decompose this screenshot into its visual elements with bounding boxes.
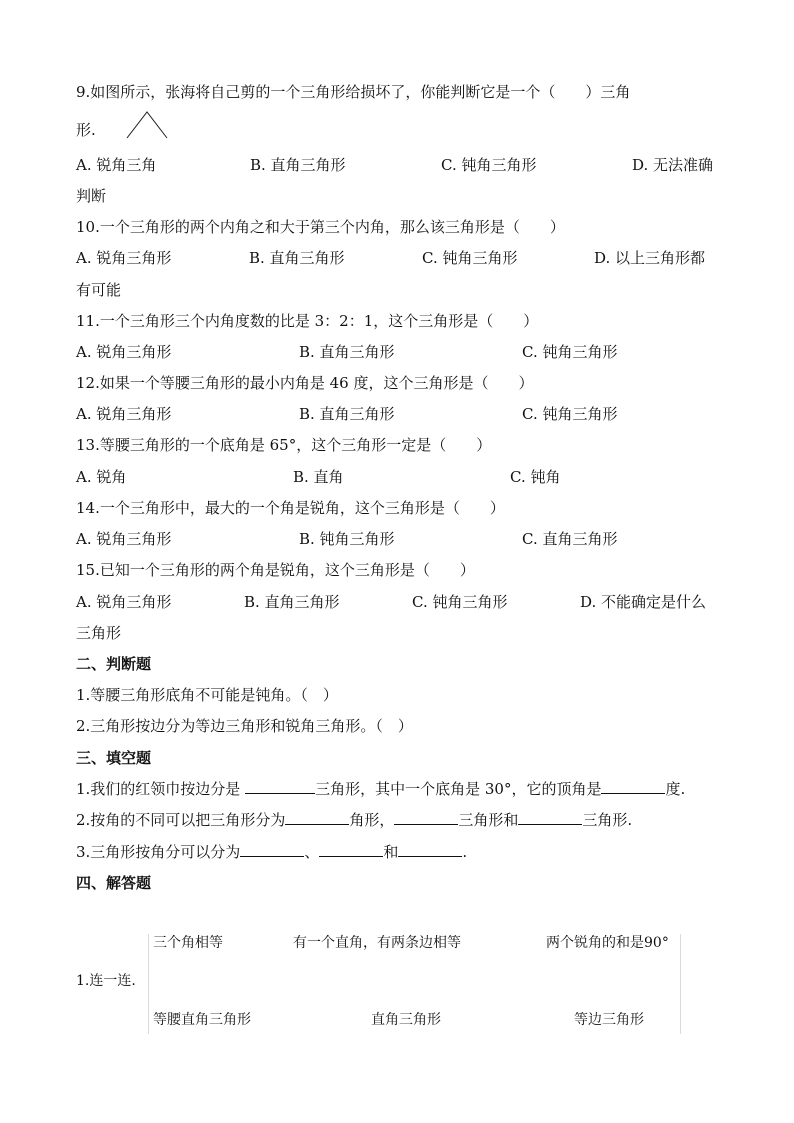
connect-top-2[interactable]: 有一个直角，有两条边相等	[293, 935, 461, 951]
q12-option-c: C. 钝角三角形	[522, 405, 618, 423]
section-3-title: 三、填空题	[76, 749, 152, 767]
question-9-cont: 形.	[76, 121, 96, 139]
table-border-left	[148, 934, 149, 1034]
question-9-text: 9.如图所示，张海将自己剪的一个三角形给损坏了，你能判断它是一个（ ）三角	[76, 83, 631, 101]
fill-blank[interactable]	[285, 810, 349, 825]
connect-top-3[interactable]: 两个锐角的和是90°	[546, 935, 669, 951]
fill-item-1	[76, 779, 685, 799]
fill-item-3	[76, 842, 467, 862]
q14-option-b: B. 钝角三角形	[299, 530, 395, 548]
fill-2-part-d: 三角形.	[582, 811, 633, 829]
connect-bottom-1[interactable]: 等腰直角三角形	[153, 1012, 251, 1028]
q10-option-a: A. 锐角三角形	[76, 249, 172, 267]
q12-option-a: A. 锐角三角形	[76, 405, 172, 423]
fill-1-part-b: 三角形，其中一个底角是 30°，它的顶角是	[315, 780, 602, 798]
connect-bottom-2[interactable]: 直角三角形	[371, 1012, 441, 1028]
question-13-text: 13.等腰三角形的一个底角是 65°，这个三角形一定是（ ）	[76, 436, 492, 454]
connect-top-1[interactable]: 三个角相等	[153, 935, 223, 951]
q11-option-b: B. 直角三角形	[299, 343, 395, 361]
q13-option-a: A. 锐角	[76, 468, 127, 486]
judge-item-1: 1.等腰三角形底角不可能是钝角。（ ）	[76, 686, 338, 704]
question-12-text: 12.如果一个等腰三角形的最小内角是 46 度，这个三角形是（ ）	[76, 374, 534, 392]
q9-option-d-wrap: 判断	[76, 187, 107, 205]
judge-item-2: 2.三角形按边分为等边三角形和锐角三角形。（ ）	[76, 717, 413, 735]
table-border-right	[680, 934, 681, 1034]
fill-blank[interactable]	[245, 779, 315, 794]
fill-1-part-c: 度.	[665, 780, 686, 798]
fill-1-part-a: 1.我们的红领巾按边分是	[76, 780, 246, 798]
section-2-title: 二、判断题	[76, 655, 152, 673]
fill-blank[interactable]	[601, 779, 665, 794]
q12-option-b: B. 直角三角形	[299, 405, 395, 423]
question-14-text: 14.一个三角形中，最大的一个角是锐角，这个三角形是（ ）	[76, 499, 505, 517]
question-15-text: 15.已知一个三角形的两个角是锐角，这个三角形是（ ）	[76, 561, 475, 579]
fill-2-part-b: 角形，	[349, 811, 395, 829]
q15-option-d-wrap: 三角形	[76, 624, 122, 642]
q15-option-b: B. 直角三角形	[244, 593, 340, 611]
q14-option-a: A. 锐角三角形	[76, 530, 172, 548]
fill-blank[interactable]	[394, 810, 458, 825]
fill-blank[interactable]	[518, 810, 582, 825]
broken-triangle-figure	[126, 110, 170, 140]
q10-option-c: C. 钝角三角形	[422, 249, 518, 267]
fill-item-2	[76, 810, 632, 830]
q11-option-a: A. 锐角三角形	[76, 343, 172, 361]
fill-2-part-c: 三角形和	[458, 811, 519, 829]
fill-3-part-d: .	[462, 843, 468, 861]
q10-option-d-wrap: 有可能	[76, 281, 122, 299]
q9-option-a: A. 锐角三角	[76, 156, 157, 174]
q15-option-d: D. 不能确定是什么	[580, 593, 707, 611]
q13-option-b: B. 直角	[293, 468, 344, 486]
connect-label: 1.连一连.	[76, 973, 136, 989]
q11-option-c: C. 钝角三角形	[522, 343, 618, 361]
question-10-text: 10.一个三角形的两个内角之和大于第三个内角，那么该三角形是（ ）	[76, 218, 565, 236]
fill-2-part-a: 2.按角的不同可以把三角形分为	[76, 811, 286, 829]
fill-blank[interactable]	[398, 842, 462, 857]
q9-option-d: D. 无法准确	[632, 156, 714, 174]
fill-blank[interactable]	[319, 842, 383, 857]
question-11-text: 11.一个三角形三个内角度数的比是 3：2：1，这个三角形是（ ）	[76, 312, 539, 330]
q9-option-c: C. 钝角三角形	[441, 156, 537, 174]
q15-option-c: C. 钝角三角形	[412, 593, 508, 611]
fill-blank[interactable]	[240, 842, 304, 857]
q10-option-d: D. 以上三角形都	[594, 249, 706, 267]
section-4-title: 四、解答题	[76, 874, 152, 892]
q14-option-c: C. 直角三角形	[522, 530, 618, 548]
q15-option-a: A. 锐角三角形	[76, 593, 172, 611]
connect-bottom-3[interactable]: 等边三角形	[574, 1012, 644, 1028]
fill-3-part-a: 3.三角形按角分可以分为	[76, 843, 241, 861]
q9-option-b: B. 直角三角形	[250, 156, 346, 174]
q13-option-c: C. 钝角	[510, 468, 561, 486]
fill-3-part-c: 和	[383, 843, 399, 861]
q10-option-b: B. 直角三角形	[249, 249, 345, 267]
fill-3-part-b: 、	[304, 843, 320, 861]
